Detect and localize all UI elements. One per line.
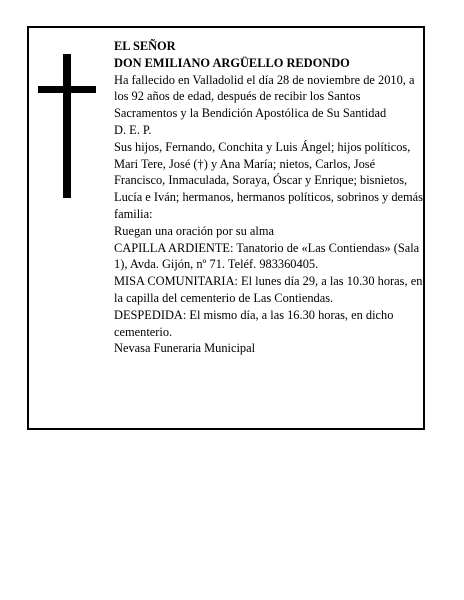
rest-in-peace: D. E. P. (114, 122, 152, 137)
obituary-text (114, 38, 424, 357)
cross-horizontal-bar (38, 86, 96, 93)
deceased-name: DON EMILIANO ARGÜELLO REDONDO (114, 55, 350, 70)
farewell-information: DESPEDIDA: El mismo día, a las 16.30 horas, en dicho cementerio. (114, 307, 394, 339)
chapel-information: CAPILLA ARDIENTE: Tanatorio de «Las Contiendas» (Sala 1), Avda. Gijón, nº 71. Teléf. 983360405. (114, 240, 420, 272)
funeral-home: Nevasa Funeraria Municipal (114, 341, 256, 356)
notice-heading: EL SEÑOR (114, 39, 176, 53)
death-statement: Ha fallecido en Valladolid el día 28 de noviembre de 2010, a los 92 años de edad, después de recibir los Santos Sacramentos y la Bendición Apostólica de Su Santidad (114, 72, 415, 121)
prayer-request: Ruegan una oración por su alma (114, 223, 274, 238)
latin-cross-icon (38, 54, 96, 198)
mass-information: MISA COMUNITARIA: El lunes día 29, a las 10.30 horas, en la capilla del cementerio de Las Contiendas. (114, 274, 423, 305)
family-members: Sus hijos, Fernando, Conchita y Luis Ángel; hijos políticos, Mari Tere, José (†) y Ana María; nietos, Carlos, José Francisco, Inmaculada, Soraya, Óscar y Enrique; bisnietos, Lucía e Iván; hermanos, hermanos políticos, sobrinos y demás familia: (114, 139, 424, 221)
cross-vertical-bar (63, 54, 71, 198)
